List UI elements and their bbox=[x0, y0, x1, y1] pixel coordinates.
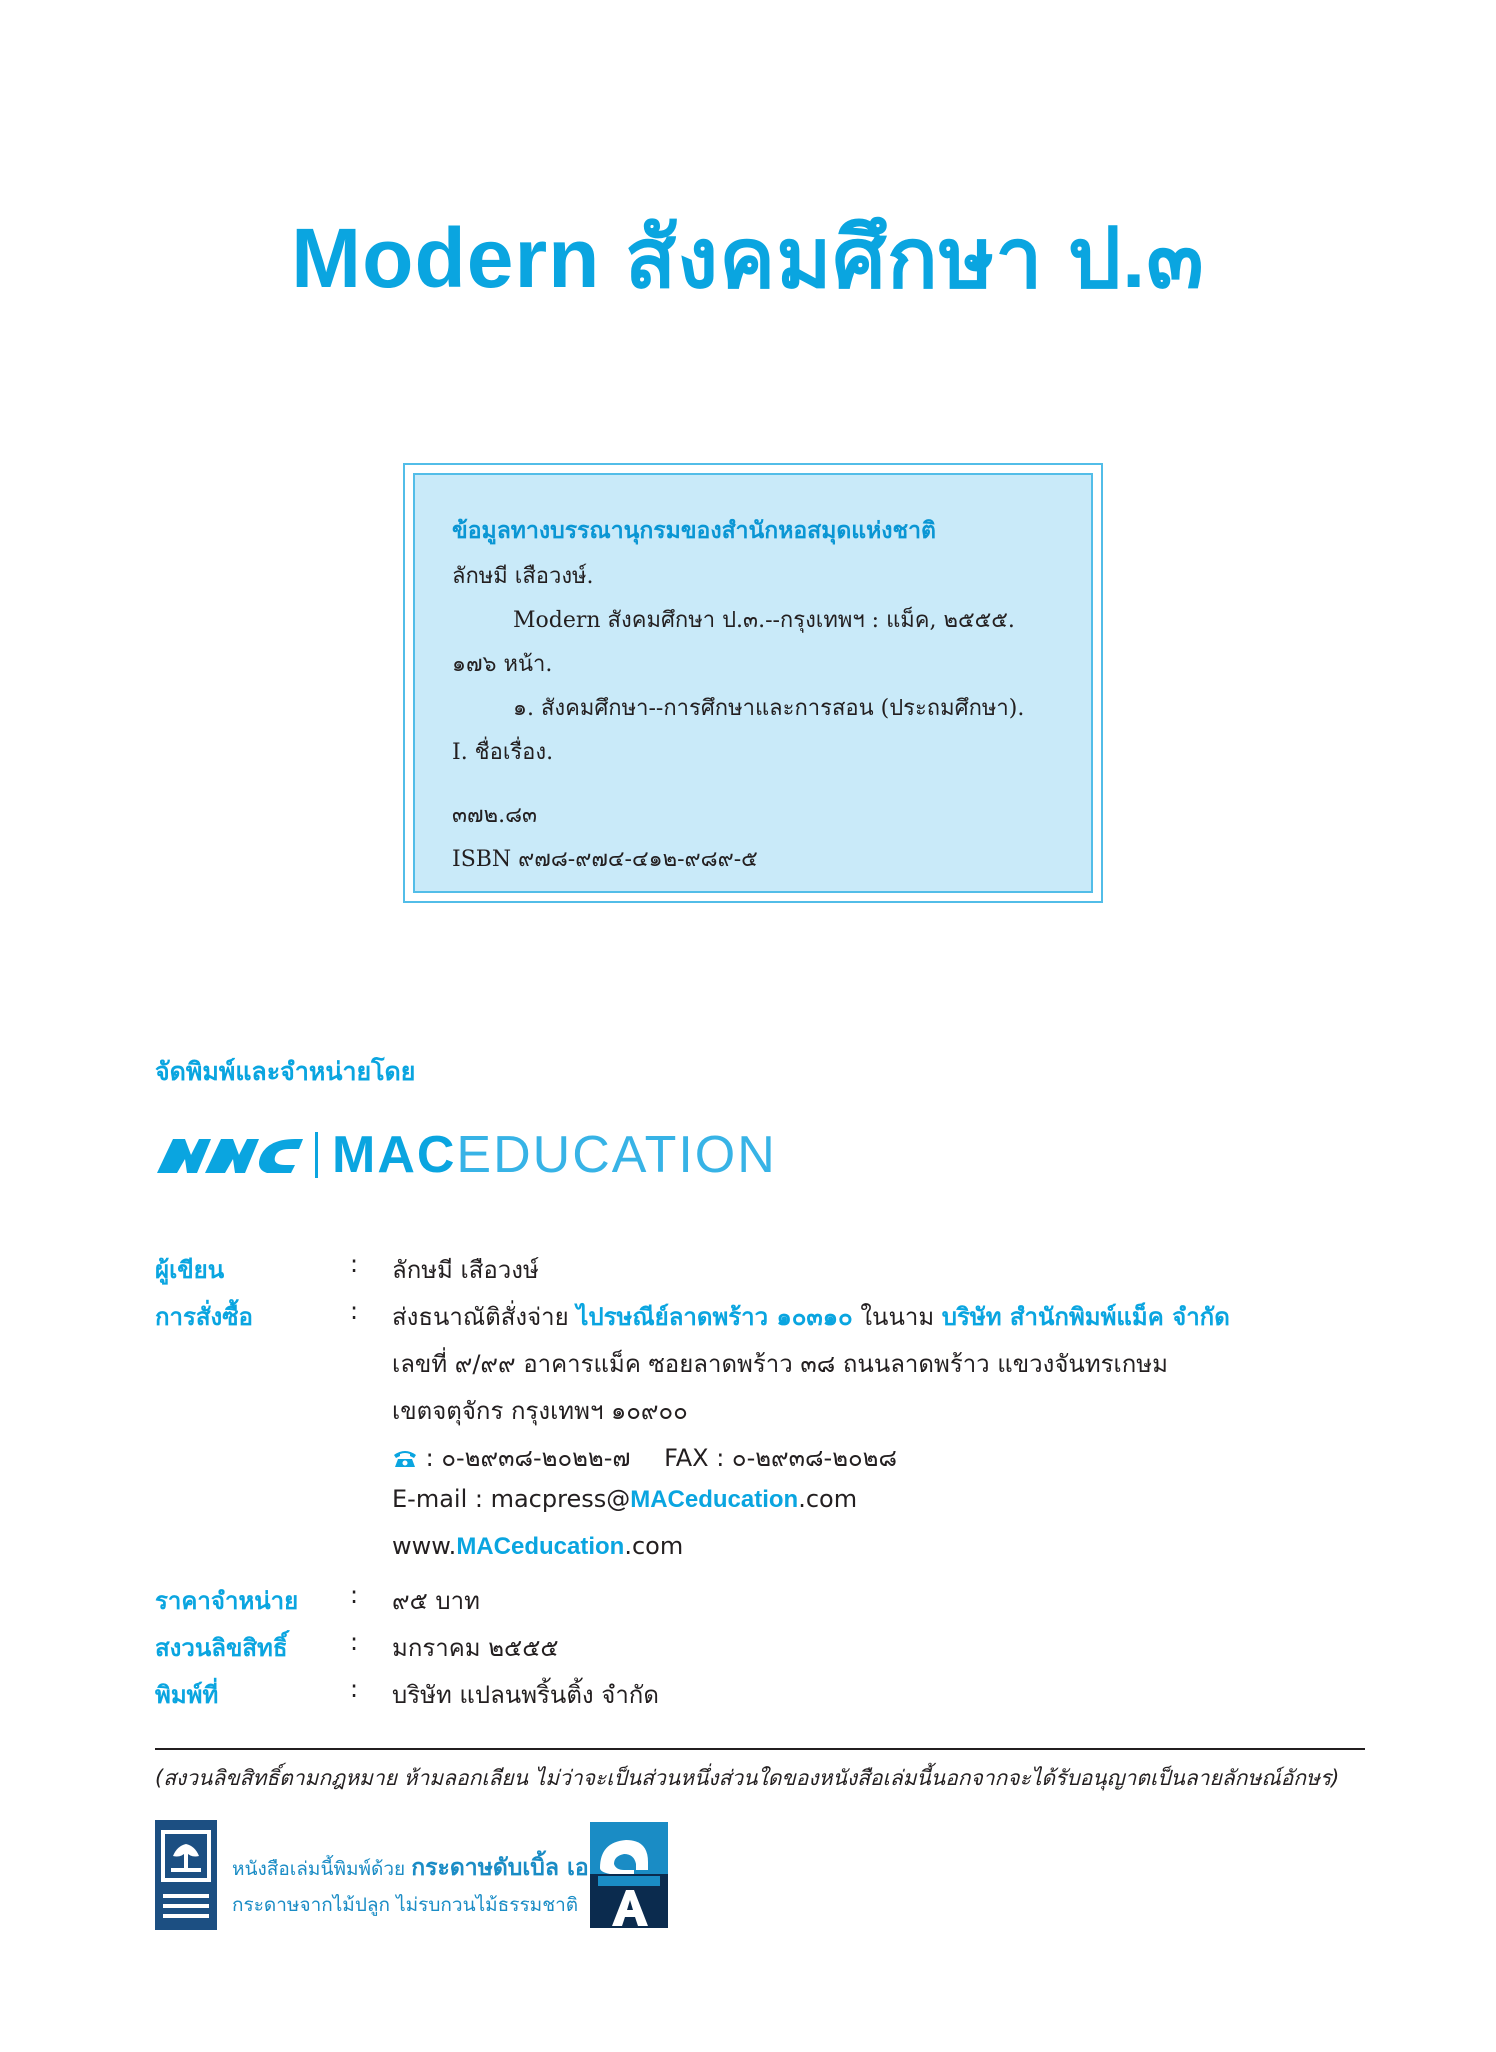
colon: : bbox=[350, 1250, 359, 1278]
address-line-2: เขตจตุจักร กรุงเทพฯ ๑๐๙๐๐ bbox=[392, 1397, 688, 1425]
publisher-heading: จัดพิมพ์และจำหน่ายโดย bbox=[155, 1057, 416, 1086]
author-value: ลักษมี เสือวงษ์ bbox=[392, 1256, 539, 1284]
double-a-logo-icon bbox=[590, 1822, 668, 1928]
price-label: ราคาจำหน่าย bbox=[155, 1587, 299, 1615]
printer-value: บริษัท แปลนพริ้นติ้ง จำกัด bbox=[392, 1681, 659, 1709]
page-title: Modern สังคมศึกษา ป.๓ bbox=[291, 211, 1205, 305]
copyright-note: (สงวนลิขสิทธิ์ตามกฎหมาย ห้ามลอกเลียน ไม่ว่าจะเป็นส่วนหนึ่งส่วนใดของหนังสือเล่มนี้นอกจากจะได้รับอนุญาตเป็นลายลักษณ์อักษร) bbox=[155, 1766, 1340, 1790]
web-post: .com bbox=[624, 1532, 684, 1560]
logo-text-light: EDUCATION bbox=[456, 1126, 777, 1184]
colon: : bbox=[350, 1675, 359, 1703]
colon: : bbox=[350, 1297, 359, 1325]
mac-education-logo bbox=[155, 1128, 777, 1182]
colon: : bbox=[350, 1581, 359, 1609]
web-brand[interactable]: MACeducation bbox=[456, 1533, 625, 1560]
order-value bbox=[392, 1297, 1230, 1336]
paper-line-2: กระดาษจากไม้ปลูก ไม่รบกวนไม้ธรรมชาติ bbox=[232, 1894, 579, 1916]
paper-from-farmed-trees-logo-icon bbox=[155, 1820, 217, 1930]
phone-number: : ๐-๒๙๓๘-๒๐๒๒-๗ bbox=[425, 1444, 631, 1472]
author-label: ผู้เขียน bbox=[155, 1256, 225, 1284]
order-pre: ส่งธนาณัติสั่งจ่าย bbox=[392, 1303, 569, 1331]
cip-frame bbox=[403, 463, 1103, 903]
cip-subject: ๑. สังคมศึกษา--การศึกษาและการสอน (ประถมศึกษา). bbox=[513, 696, 1025, 721]
cip-isbn: ISBN ๙๗๘-๙๗๔-๔๑๒-๙๘๙-๕ bbox=[452, 847, 758, 872]
order-post-office: ไปรษณีย์ลาดพร้าว ๑๐๓๑๐ bbox=[576, 1303, 853, 1331]
telephone-icon bbox=[392, 1448, 418, 1468]
email-pre: E-mail : macpress@ bbox=[392, 1485, 631, 1513]
price-value: ๙๕ บาท bbox=[392, 1587, 480, 1615]
fax-number: FAX : ๐-๒๙๓๘-๒๐๒๘ bbox=[664, 1444, 898, 1472]
mac-logo-mark-icon bbox=[155, 1133, 305, 1177]
paper-line-1 bbox=[232, 1850, 589, 1886]
colon: : bbox=[350, 1628, 359, 1656]
rights-value: มกราคม ๒๕๕๕ bbox=[392, 1634, 559, 1662]
printer-label: พิมพ์ที่ bbox=[155, 1681, 219, 1709]
rights-label: สงวนลิขสิทธิ์ bbox=[155, 1634, 288, 1662]
cip-class-number: ๓๗๒.๘๓ bbox=[452, 803, 538, 828]
address-line-1: เลขที่ ๙/๙๙ อาคารแม็ค ซอยลาดพร้าว ๓๘ ถนนลาดพร้าว แขวงจันทรเกษม bbox=[392, 1350, 1168, 1378]
cip-title-entry: I. ชื่อเรื่อง. bbox=[452, 740, 554, 765]
order-company: บริษัท สำนักพิมพ์แม็ค จำกัด bbox=[941, 1303, 1230, 1331]
logo-text-bold: MAC bbox=[332, 1126, 457, 1184]
paper-line-1-pre: หนังสือเล่มนี้พิมพ์ด้วย bbox=[232, 1858, 406, 1880]
cip-heading: ข้อมูลทางบรรณานุกรมของสำนักหอสมุดแห่งชาติ bbox=[452, 517, 936, 544]
email-line bbox=[392, 1485, 857, 1514]
phone-fax-line bbox=[392, 1438, 897, 1477]
logo-separator bbox=[315, 1132, 318, 1178]
web-pre: www. bbox=[392, 1532, 457, 1560]
cip-title-line: Modern สังคมศึกษา ป.๓.--กรุงเทพฯ : แม็ค, ๒๕๕๕. bbox=[513, 608, 1015, 633]
website-line bbox=[392, 1532, 683, 1561]
order-label: การสั่งซื้อ bbox=[155, 1303, 253, 1331]
paper-brand: กระดาษดับเบิ้ล เอ bbox=[411, 1855, 589, 1881]
logo-wordmark bbox=[332, 1126, 777, 1184]
divider bbox=[155, 1748, 1365, 1750]
email-post: .com bbox=[798, 1485, 858, 1513]
email-brand[interactable]: MACeducation bbox=[630, 1486, 799, 1513]
cip-author: ลักษมี เสือวงษ์. bbox=[452, 564, 594, 589]
cip-box bbox=[413, 473, 1093, 893]
cip-pages: ๑๗๖ หน้า. bbox=[452, 652, 553, 677]
order-mid: ในนาม bbox=[860, 1303, 935, 1331]
